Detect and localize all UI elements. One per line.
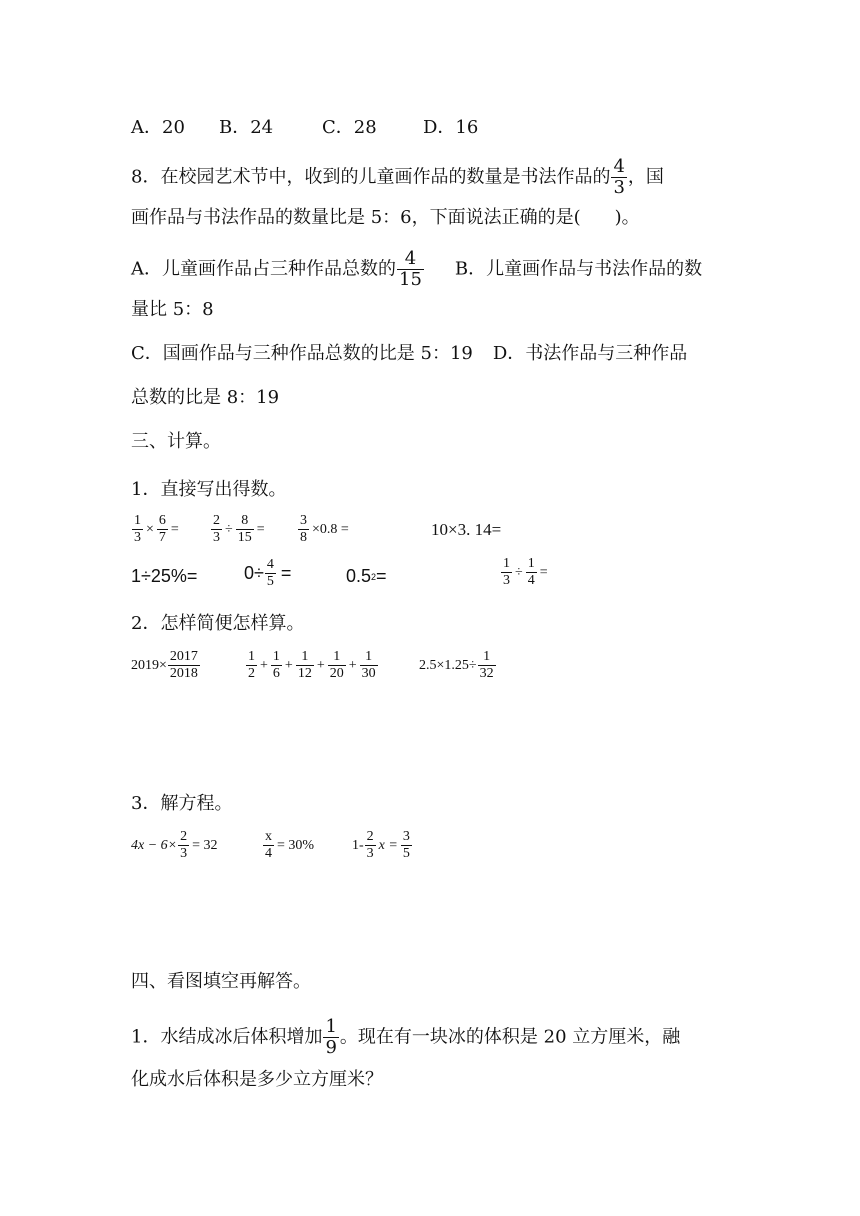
expr-r1-3: $\frac{3}{8}$ ×0.8 = xyxy=(300,513,349,545)
q8-options-ab xyxy=(131,250,702,289)
q7-options xyxy=(131,116,478,140)
s4-q1-line2: 化成水后体积是多少立方厘米？ xyxy=(131,1069,383,1090)
expr-p2-3: 2.5×1.25÷ $\frac{1}{32}$ xyxy=(419,649,494,681)
expr-r1-4: 10×3. 14= xyxy=(431,520,502,539)
q8-option-b-cont: 量比 5：8 xyxy=(131,299,214,320)
q8-stem-text: 画作品与书法作品的数量比是 5：6，下面说法正确的是( xyxy=(131,207,581,228)
q8-stem-text: ，国 xyxy=(627,166,664,188)
expr-p2-1: 2019× $\frac{2017}{2018}$ xyxy=(131,649,198,681)
q8-option-a: A．儿童画作品占三种作品总数的 xyxy=(131,258,396,280)
q8-line2: 画作品与书法作品的数量比是 5：6，下面说法正确的是( )。 xyxy=(131,207,640,228)
q8-line1 xyxy=(131,158,664,197)
expr-r1-1: $\frac{1}{3}$ × $\frac{6}{7}$ = xyxy=(134,513,179,545)
part2-title: 2．怎样简便怎样算。 xyxy=(131,613,305,634)
expr-r2-1: 1÷25%= xyxy=(131,566,198,586)
fraction: $\frac{1}{9}$ xyxy=(325,1016,337,1058)
fraction: $\frac{4}{3}$ xyxy=(613,156,625,198)
expr-r1-2: $\frac{2}{3}$ ÷ $\frac{8}{15}$ = xyxy=(213,513,265,545)
part3-title: 3．解方程。 xyxy=(131,793,233,814)
fraction: $\frac{4}{15}$ xyxy=(399,248,422,290)
expr-r2-2: 0÷ $\frac{4}{5}$ = xyxy=(244,557,292,589)
q8-option-d-cont: 总数的比是 8：19 xyxy=(131,387,280,408)
equation-2: $\frac{x}{4}$ = 30% xyxy=(265,829,315,861)
q8-options-cd xyxy=(131,342,687,366)
q8-option-b: B．儿童画作品与书法作品的数 xyxy=(454,258,703,280)
q7-option-b: B．24 xyxy=(219,117,274,138)
q8-option-c: C．国画作品与三种作品总数的比是 5：19 xyxy=(131,343,473,364)
equation-1: 4x − 6× $\frac{2}{3}$ = 32 xyxy=(131,829,218,861)
q7-option-c: C．28 xyxy=(322,117,377,138)
section4-title: 四、看图填空再解答。 xyxy=(131,971,311,992)
expr-r2-4: $\frac{1}{3}$ ÷ $\frac{1}{4}$ = xyxy=(503,556,548,588)
q8-option-d: D．书法作品与三种作品 xyxy=(492,343,688,364)
section3-title: 三、计算。 xyxy=(131,431,221,452)
q7-option-d: D．16 xyxy=(423,117,479,138)
part1-title: 1．直接写出得数。 xyxy=(131,479,287,500)
q8-stem-text: 8．在校园艺术节中，收到的儿童画作品的数量是书法作品的 xyxy=(131,166,611,188)
expr-r2-3: 0.5 2 = xyxy=(346,566,387,586)
expr-p2-2: $\frac{1}{2}$ + $\frac{1}{6}$ + $\frac{1}{12}$ + $\frac{1}{20}$ + $\frac{1}{30}$ xyxy=(248,649,376,681)
s4-q1-line1: 1．水结成冰后体积增加 $\frac{1}{9}$ 。现在有一块冰的体积是 20 立方厘米，融 xyxy=(131,1016,681,1058)
equation-3: 1- $\frac{2}{3}$ x = $\frac{3}{5}$ xyxy=(352,829,410,861)
q7-option-a: A．20 xyxy=(131,117,185,138)
